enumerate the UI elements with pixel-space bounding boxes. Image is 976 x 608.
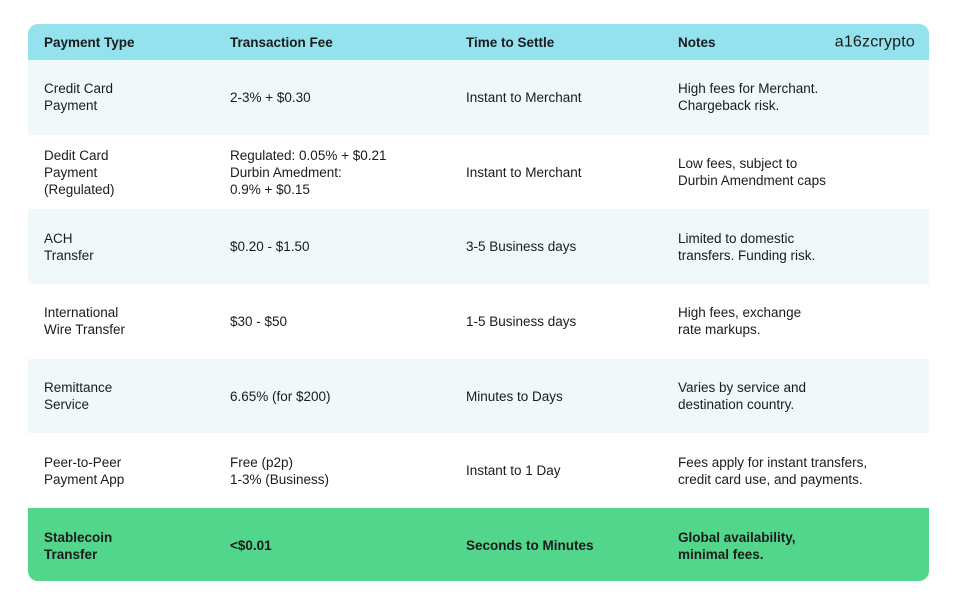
- cell-time-to-settle: Instant to Merchant: [466, 164, 582, 180]
- cell-transaction-fee: $30 - $50: [230, 313, 288, 329]
- cell-payment-type: Remittance Service: [44, 380, 113, 413]
- cell-payment-type: Dedit Card Payment (Regulated): [44, 147, 115, 197]
- table-row: [28, 135, 929, 210]
- header-time-to-settle: Time to Settle: [466, 34, 555, 50]
- cell-notes: Fees apply for instant transfers, credit card use, and payments.: [678, 454, 868, 487]
- table-row: [28, 433, 929, 508]
- cell-notes: Low fees, subject to Durbin Amendment caps: [678, 156, 826, 189]
- cell-time-to-settle: Seconds to Minutes: [466, 538, 594, 554]
- cell-payment-type: ACH Transfer: [44, 230, 94, 263]
- cell-payment-type: Stablecoin Transfer: [44, 529, 113, 562]
- cell-notes: Global availability, minimal fees.: [678, 529, 796, 562]
- cell-transaction-fee: <$0.01: [230, 538, 272, 554]
- table-header: [28, 24, 929, 60]
- table-row: [28, 209, 929, 284]
- cell-notes: Limited to domestic transfers. Funding risk.: [678, 230, 816, 263]
- payment-comparison-table: [28, 24, 929, 581]
- cell-time-to-settle: Instant to 1 Day: [466, 463, 561, 479]
- cell-transaction-fee: Regulated: 0.05% + $0.21 Durbin Amedment: 0.9% + $0.15: [230, 147, 387, 197]
- table-row-highlighted: [28, 508, 929, 581]
- cell-notes: High fees, exchange rate markups.: [678, 305, 802, 338]
- cell-notes: High fees for Merchant. Chargeback risk.: [678, 81, 819, 114]
- cell-transaction-fee: $0.20 - $1.50: [230, 239, 310, 255]
- cell-payment-type: Peer-to-Peer Payment App: [44, 454, 125, 487]
- cell-payment-type: Credit Card Payment: [44, 81, 114, 114]
- brand-logo: a16zcrypto: [834, 33, 915, 51]
- header-notes: [662, 24, 929, 68]
- header-payment-type: Payment Type: [44, 34, 135, 50]
- table-row: [28, 60, 929, 135]
- cell-time-to-settle: 3-5 Business days: [466, 239, 577, 255]
- cell-transaction-fee: 6.65% (for $200): [230, 388, 331, 404]
- cell-transaction-fee: Free (p2p) 1-3% (Business): [230, 454, 330, 487]
- cell-payment-type: International Wire Transfer: [44, 305, 126, 338]
- cell-time-to-settle: 1-5 Business days: [466, 313, 577, 329]
- header-transaction-fee: Transaction Fee: [230, 34, 333, 50]
- cell-transaction-fee: 2-3% + $0.30: [230, 89, 311, 105]
- cell-time-to-settle: Minutes to Days: [466, 388, 563, 404]
- header-notes-label: Notes: [678, 34, 716, 50]
- table-row: [28, 284, 929, 359]
- cell-time-to-settle: Instant to Merchant: [466, 89, 582, 105]
- cell-notes: Varies by service and destination country.: [678, 380, 807, 413]
- table-row: [28, 359, 929, 434]
